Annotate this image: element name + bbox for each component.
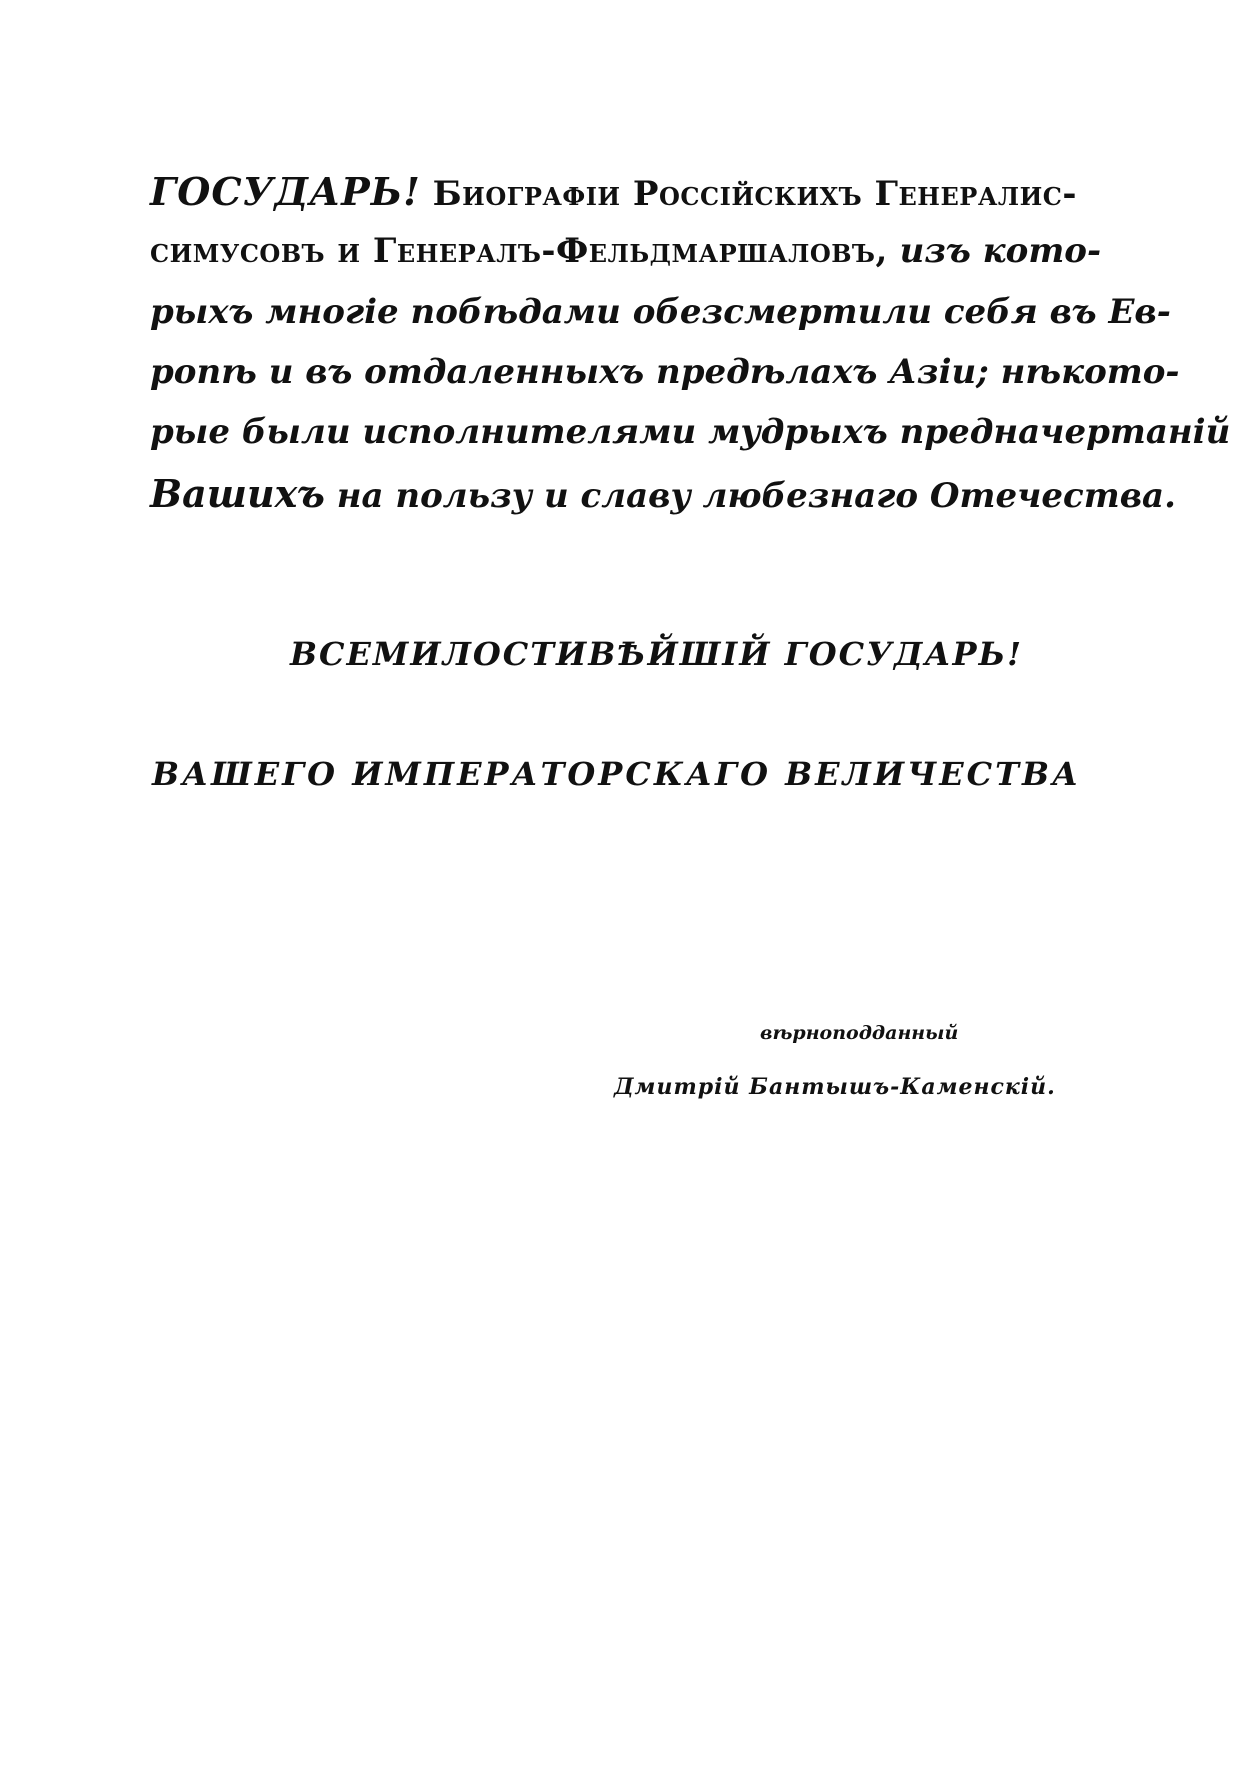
dedication-line-6-text: на пользу и славу любезнаго Отечества. <box>336 476 1176 516</box>
salutation: ВСЕМИЛОСТИВѢЙШІЙ ГОСУДАРЬ! <box>290 635 1024 673</box>
dedication-line-2 <box>150 225 1102 277</box>
address-sovereign: ГОСУДАРЬ! <box>150 169 421 214</box>
dedication-line-2-text: изъ кото- <box>899 231 1102 271</box>
signature: Дмитрій Бантышъ-Каменскій. <box>614 1074 1056 1100</box>
majesty-line: ВАШЕГО ИМПЕРАТОРСКАГО ВЕЛИЧЕСТВА <box>152 755 1082 793</box>
dedication-line-5: рые были исполнителями мудрыхъ предначертаній <box>150 412 1231 452</box>
dedication-line-6 <box>150 468 1176 522</box>
dedication-line-3: рыхъ многіе побѣдами обезсмертили себя въ Ев- <box>150 292 1171 332</box>
dedication-line-1-text: Биографіи Россійскихъ Генералис- <box>432 174 1077 214</box>
dedication-line-2-smallcaps: симусовъ и Генералъ-Фельдмаршаловъ, <box>150 231 888 271</box>
dedication-line-1 <box>150 166 1077 220</box>
dedication-line-6-lead: Вашихъ <box>150 471 325 516</box>
dedication-line-4: ропѣ и въ отдаленныхъ предѣлахъ Азіи; нѣкото- <box>150 352 1180 392</box>
subject-line: вѣрноподданный <box>760 1022 959 1044</box>
